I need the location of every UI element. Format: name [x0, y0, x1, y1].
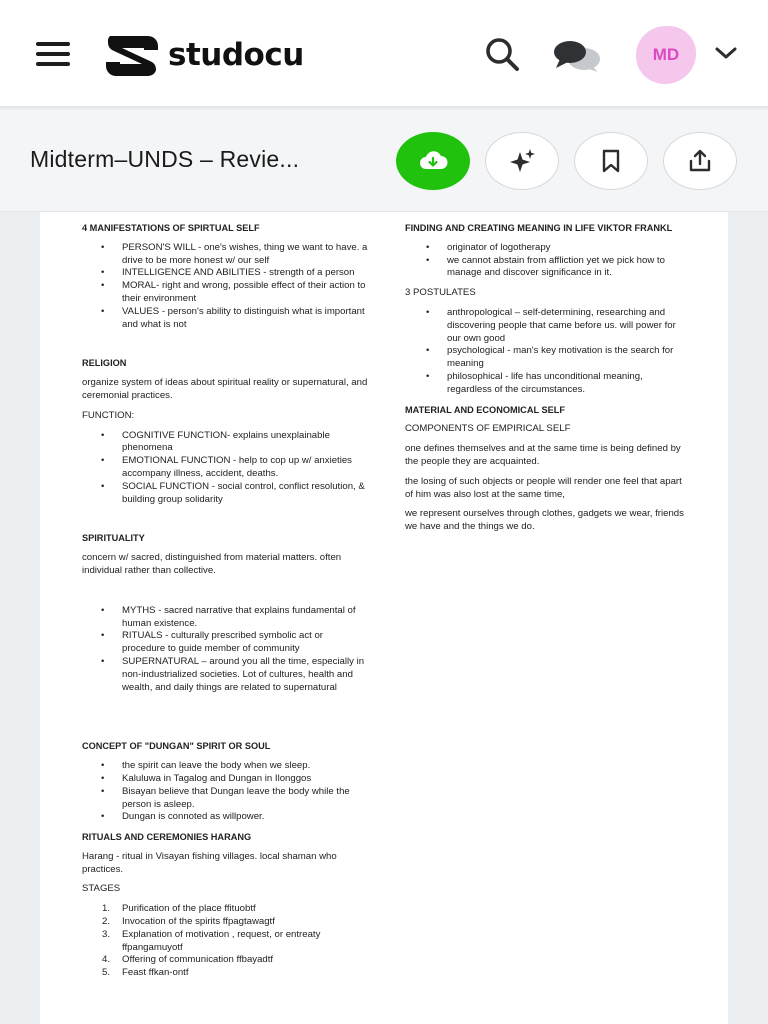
list-number: 2. — [102, 916, 111, 928]
list-item-text: Feast ffkan-ontf — [122, 967, 189, 979]
postulates-list — [405, 307, 690, 397]
list-item — [102, 916, 368, 929]
list-item-text: Explanation of motivation , request, or entreaty ffpangamuyotf — [122, 928, 321, 953]
manifestations-list — [82, 242, 368, 332]
list-item: • MORAL- right and wrong, possible effect of their action to their environment — [122, 280, 368, 306]
studocu-logo-mark — [104, 32, 160, 78]
section-heading-dungan: CONCEPT OF "DUNGAN" SPIRIT OR SOUL — [82, 741, 271, 752]
left-column — [82, 222, 368, 980]
list-item: • COGNITIVE FUNCTION- explains unexplainable phenomena — [122, 430, 368, 456]
components-label: COMPONENTS OF EMPIRICAL SELF — [405, 423, 571, 435]
list-item — [102, 928, 368, 955]
sparkle-icon — [507, 147, 537, 175]
list-item: • psychological - man's key motivation is the search for meaning — [447, 345, 690, 371]
material-paragraph: we represent ourselves through clothes, gadgets we wear, friends we have and the things we do. — [405, 508, 684, 533]
stages-label: STAGES — [82, 883, 121, 895]
list-number: 3. — [102, 928, 111, 940]
document-title: Midterm–UNDS – Revie... — [30, 146, 300, 172]
list-item: • INTELLIGENCE AND ABILITIES - strength of a person — [122, 267, 368, 280]
religion-paragraph: organize system of ideas about spiritual reality or supernatural, and ceremonial practices. — [82, 377, 368, 401]
section-heading-spirituality: SPIRITUALITY — [82, 533, 145, 544]
list-item: • RITUALS - culturally prescribed symbolic act or procedure to guide member of community — [122, 630, 368, 656]
list-item: • SOCIAL FUNCTION - social control, conflict resolution, & building group solidarity — [122, 481, 368, 507]
list-item: • Bisayan believe that Dungan leave the body while the person is asleep. — [122, 786, 368, 812]
top-nav-bar — [0, 0, 768, 108]
list-number: 1. — [102, 903, 111, 915]
list-item-text: Purification of the place ffituobtf — [122, 903, 256, 915]
list-item: • the spirit can leave the body when we sleep. — [122, 760, 368, 773]
list-item — [102, 967, 368, 980]
list-item: • PERSON'S WILL - one's wishes, thing we want to have. a drive to be more honest w/ our self — [122, 242, 368, 268]
harang-paragraph: Harang - ritual in Visayan fishing villages. local shaman who practices. — [82, 850, 337, 875]
download-icon — [418, 149, 448, 173]
list-item: • Kaluluwa in Tagalog and Dungan in Ilonggos — [122, 773, 368, 786]
spirituality-paragraph: concern w/ sacred, distinguished from material matters. often individual rather than collective. — [82, 552, 342, 576]
list-item: • EMOTIONAL FUNCTION - help to cop up w/ anxieties accompany illness, accident, deaths. — [122, 455, 368, 481]
list-item: • anthropological – self-determining, researching and discovering people that came before us. will power for our own good — [447, 307, 690, 345]
spirituality-list — [82, 605, 368, 695]
postulates-label: 3 POSTULATES — [405, 287, 476, 299]
bookmark-button[interactable] — [574, 132, 648, 190]
chat-icon[interactable] — [552, 38, 604, 74]
list-item: • MYTHS - sacred narrative that explains fundamental of human existence. — [122, 605, 368, 631]
section-heading-religion: RELIGION — [82, 358, 127, 369]
document-page — [40, 212, 728, 1024]
list-item: • philosophical - life has unconditional meaning, regardless of the circumstances. — [447, 371, 690, 397]
list-item-text: Offering of communication ffbayadtf — [122, 954, 274, 966]
section-heading-harang: RITUALS AND CEREMONIES HARANG — [82, 832, 252, 843]
section-heading-frankl: FINDING AND CREATING MEANING IN LIFE VIKTOR FRANKL — [405, 223, 673, 233]
menu-icon[interactable] — [36, 42, 70, 66]
bookmark-icon — [600, 148, 622, 174]
section-heading-manifestations: 4 MANIFESTATIONS OF SPIRTUAL SELF — [82, 223, 260, 233]
list-number: 5. — [102, 967, 111, 979]
list-item — [102, 903, 368, 916]
list-item: • originator of logotherapy — [447, 242, 690, 255]
user-initials: MD — [652, 45, 680, 64]
ai-assistant-button[interactable] — [485, 132, 559, 190]
list-item: • Dungan is connoted as willpower. — [122, 811, 368, 824]
search-icon[interactable] — [480, 36, 524, 72]
download-button[interactable] — [396, 132, 470, 190]
list-number: 4. — [102, 954, 111, 966]
list-item: • VALUES - person's ability to distinguish what is important and what is not — [122, 306, 368, 332]
list-item: • SUPERNATURAL – around you all the time, especially in non-industrialized societies. Lot of cultures, health and wealth, and daily things are related to supernatural — [122, 656, 368, 694]
section-heading-material-self: MATERIAL AND ECONOMICAL SELF — [405, 404, 565, 415]
function-list — [82, 430, 368, 507]
logo-text: studocu — [168, 37, 304, 73]
chevron-down-icon[interactable] — [712, 44, 740, 62]
right-column — [405, 222, 690, 534]
material-paragraph: one defines themselves and at the same time is being defined by the people they are acquainted. — [405, 443, 681, 467]
user-avatar[interactable] — [636, 26, 696, 84]
list-item — [102, 954, 368, 967]
function-label: FUNCTION: — [82, 409, 135, 421]
share-icon — [687, 148, 713, 174]
stages-list — [82, 903, 368, 980]
list-item-text: Invocation of the spirits ffpagtawagtf — [122, 916, 275, 928]
document-title-bar — [0, 110, 768, 212]
material-paragraph: the losing of such objects or people will render one feel that apart of him was also lost at the same time, — [405, 475, 682, 500]
dungan-list — [82, 760, 368, 824]
share-button[interactable] — [663, 132, 737, 190]
studocu-logo[interactable] — [104, 32, 304, 78]
frankl-list — [405, 242, 690, 280]
list-item: • we cannot abstain from affliction yet we pick how to manage and discover significance in it. — [447, 255, 690, 281]
